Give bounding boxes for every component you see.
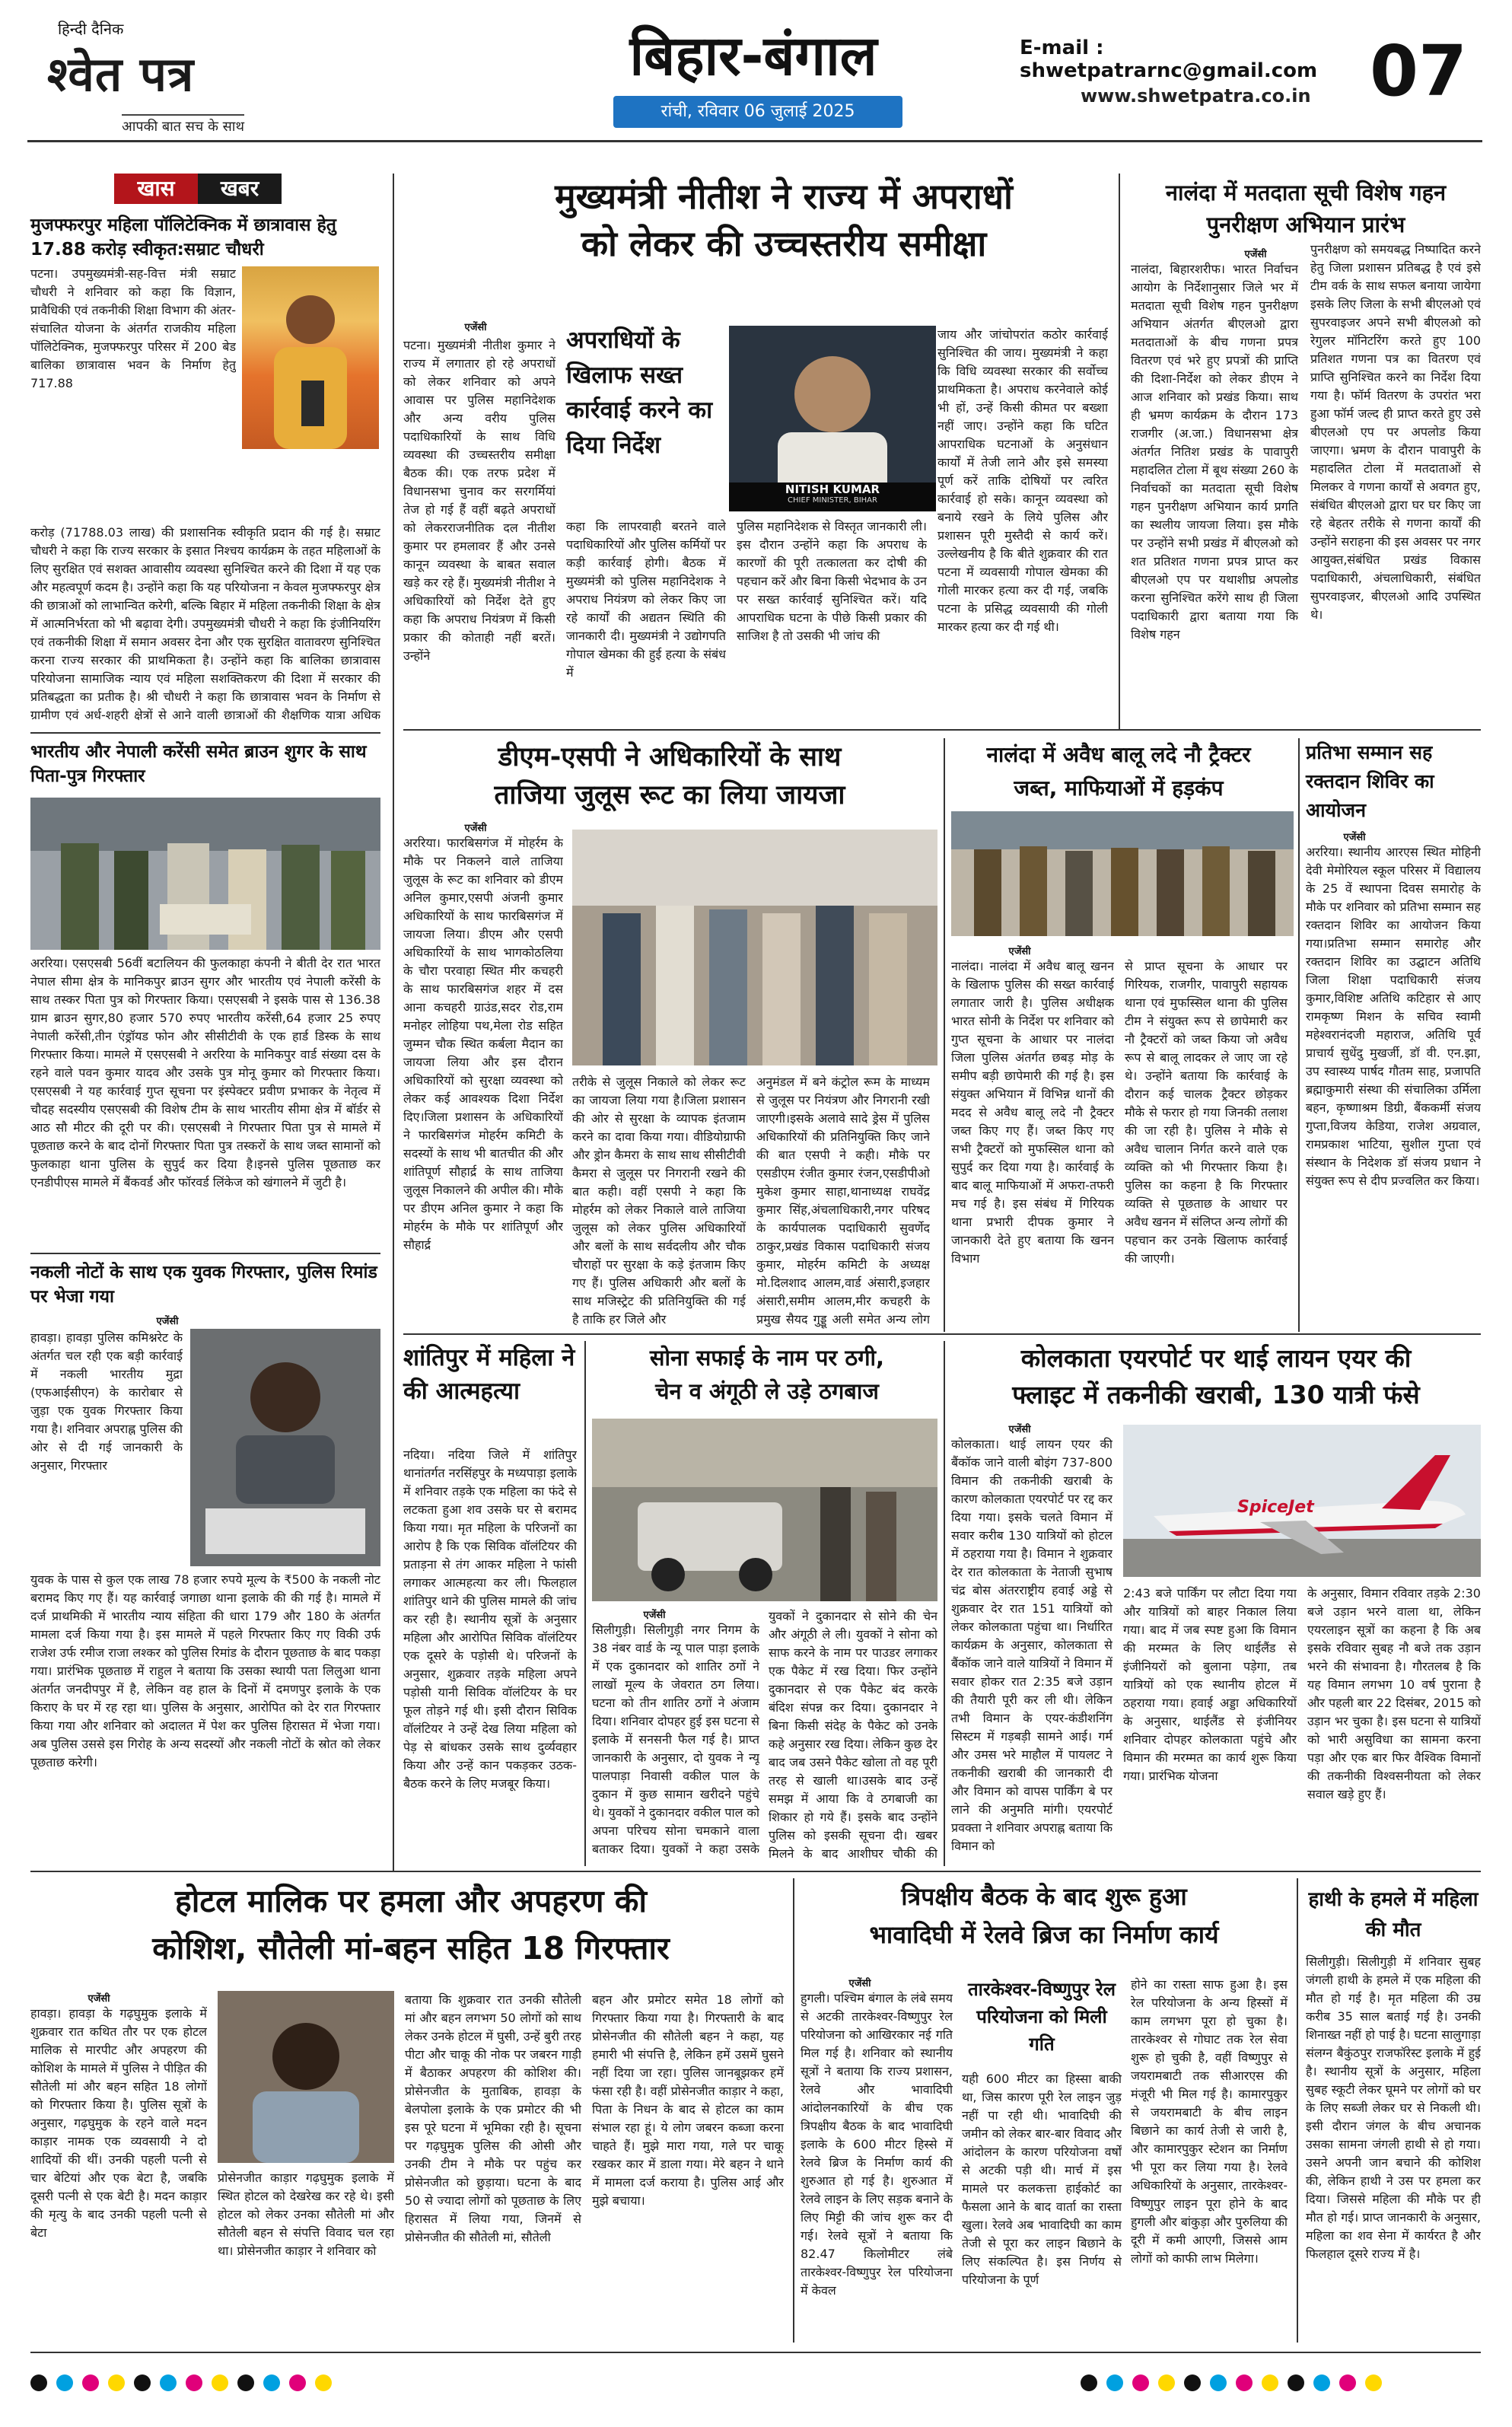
section-title [578,23,928,91]
dm-right-rule [944,738,945,1332]
hathi-left-rule [1297,1878,1298,2343]
nalanda2-headline-1: नालंदा में अवैध बालू लदे नौ ट्रैक्टर [986,742,1251,767]
nalanda1-col2: पुनरीक्षण को समयबद्ध निष्पादित करने हेतु जिला प्रशासन प्रतिबद्ध है एवं इसे टीम वर्क के साथ सफल बनाया जायेगा इसके लिए जिला के सभी बीएलओ एवं सुपरवाइजर अपने सभी बीएलओ को रेगुलर मॉनिटरिंग करते हुए 100 प्रतिशत गणना पत्र का वितरण एवं प्राप्ति सुनिश्चित करने का निर्देश दिया गया है। फॉर्म वितरण के उपरांत भरा हुआ फॉर्म जल्द ही प्राप्त करते हुए उसे बीएलओ एप पर अपलोड किया जाएगा। भ्रमण के दौरान पावापुरी के महादलित टोला में मतदाताओं से मिलकर वे गणना कार्यों से अवगत हुए, संबंधित बीएलओ द्वारा घर घर किए जा रहे बेहतर तरीके से गणना कार्यों की उन्होंने सराहना की इस अवसर पर नगर आयुक्त,संबंधित प्रखंड विकास पदाधिकारी, अंचलाधिकारी, संबंधित सुपरवाइजर, बीएलओ आदि उपस्थित थे। [1310,242,1481,622]
sona-col1: सिलीगुड़ी। सिलीगुड़ी नगर निगम के 38 नंबर वार्ड के न्यू पाल पाड़ा इलाके में एक दुकानदार को शातिर ठगों ने लाखों मूल्य के जेवरात ठग लिया। घटना को तीन शातिर ठगों ने अंजाम दिया। शनिवार दोपहर हुई इस घटना से इलाके में सनसनी फैल गई है। प्राप्त जानकारी के अनुसार, दो युवक ने न्यू पालपाड़ा निवासी वकील पाल के दुकान में कुछ सामान खरीदने पहुंचे थे। युवकों ने दुकानदार वकील पाल को अपना परिचय सोना चमकाने वाला बताकर दिया। युवकों ने कहा उसके [592,1623,759,1856]
color-register-left [30,2374,457,2397]
website[interactable]: www.shwetpatra.co.in [1081,85,1311,107]
a2-photo [30,798,380,950]
kolkata-headline-1: कोलकाता एयरपोर्ट पर थाई लायन एयर की [1020,1343,1412,1373]
dm-headline-2: ताजिया जुलूस रूट का लिया जायजा [494,780,845,811]
lead-col2: कहा कि लापरवाही बरतने वाले पदाधिकारियों और पुलिस कर्मियों पर कड़ी कार्रवाई होगी। बैठक में मुख्यमंत्री को पुलिस महानिदेशक ने अपराध नियंत्रण को लेकर किए जा रहे कार्यों की अद्यतन स्थिति की जानकारी दी। मुख्यमंत्री ने उद्योगपति गोपाल खेमका की हुई हत्या के संबंध में [566,519,726,680]
kaas-badge-left: खास [114,174,198,204]
hotel-rule [793,1878,794,2343]
color-register-right [1081,2374,1491,2397]
tripaksh-agency: एजेंसी [848,1978,871,1989]
plane-brand: SpiceJet [1237,1498,1314,1517]
a3-body: युवक के पास से कुल एक लाख 78 हजार रुपये मूल्य के ₹500 के नकली नोट बरामद किए गए हैं। यह कार्रवाई जगाछा थाना इलाके की की गई है। मामले में दर्ज प्राथमिकी में भारतीय न्याय संहिता की धारा 179 और 180 के अंतर्गत मामला दर्ज किया गया है। इस मामले में पहले गिरफ्तार किए गए विकी उर्फ राजेश उर्फ रमीज राजा लश्कर को पुलिस रिमांड के दौरान पूछताछ के बाद पकड़ा गया। प्रारंभिक पूछताछ में राहुल ने बताया कि उसका स्थायी पता लिलुआ थाना अंतर्गत जनदीपपुर में है, लेकिन वह हाल के दिनों में दमणपुर इलाके के एक किराए के घर में रह रहा था। पुलिस के अनुसार, आरोपित को देर रात गिरफ्तार किया गया और शनिवार को अदालत में पेश कर पुलिस हिरासत में भेजा गया। अब पुलिस उससे इस गिरोह के अन्य सदस्यों और नकली नोटों के स्रोत को लेकर पूछताछ करेगी। [30,1572,380,1769]
nalanda1-agency: एजेंसी [1244,249,1267,260]
tripaksh-col2: यही 600 मीटर का हिस्सा बाकी था, जिस कारण पूरी रेल लाइन जुड़ नहीं पा रही थी। भावादिघी की जमीन को लेकर बार-बार विवाद और आंदोलन के कारण परियोजना वर्षों से अटकी पड़ी थी। मार्च में इस मामले पर कलकत्ता हाईकोर्ट का फैसला आने के बाद वार्ता का रास्ता खुला। रेलवे अब भावादिघी का काम तेजी से पूरा कर लाइन बिछाने के लिए संकल्पित है। इस निर्णय से परियोजना के पूर्ण [962,2072,1122,2287]
pratibha-left-rule [1298,738,1300,1332]
hathi-headline: हाथी के हमले में महिला की मौत [1308,1888,1479,1941]
dm-col3: अनुमंडल में बने कंट्रोल रूम के माध्यम से जुलूस पर नियंत्रण और निगरानी रखी जाएगी।इसके अलावे सादे ड्रेस में पुलिस अधिकारियों की प्रतिनियुक्ति किए जाने की बात एसपी ने कही। मौके पर एसडीएम रंजीत कुमार रंजन,एसडीपीओ मुकेश कुमार साहा,थानाध्यक्ष राघवेंद्र कुमार सिंह,अंचलाधिकारी,नगर परिषद के कार्यपालक पदाधिकारी सुवर्णेद ठाकुर,प्रखंड विकास पदाधिकारी संजय कुमार, मोहर्रम कमिटी के अध्यक्ष मो.दिलशाद आलम,वार्ड अंसारी,इजहार अंसारी,समीम आलम,मीर कचहरी के प्रमुख सैयद गुड्डू अली समेत अन्य लोग [756,1075,930,1327]
sona-rule [944,1341,945,1866]
pratibha-body: अररिया। स्थानीय आरएस स्थित मोहिनी देवी मेमोरियल स्कूल परिसर में विद्यालय के 25 वें स्थापना दिवस समारोह के मौके पर शनिवार को प्रतिभा सम्मान सह रक्तदान शिविर का आयोजन किया गया।प्रतिभा सम्मान समारोह और रक्तदान शिविर का उद्घाटन अतिथि जिला शिक्षा पदाधिकारी संजय कुमार,विशिष्ट अतिथि कटिहार से आए रामकृष्ण मिशन के सचिव स्वामी महेश्वरानंदजी महाराज, अतिथि पूर्व प्राचार्य सुधेंदु मुखर्जी, डॉ वी. एन.झा, उप स्वास्थ्य पार्षद गौतम साह, प्रजापति ब्रह्माकुमारी संस्था की संचालिका उर्मिला बहन, कृष्णाश्रम डिग्री, बैंककर्मी संजय गुप्ता,विजय केडिया, राजेश अग्रवाल, रामप्रकाश भाटिया, सुशील गुप्ता एवं संस्थान के निदेशक डॉ संजय प्रधान ने संयुक्त रूप से दीप प्रज्वलित कर किया। [1306,845,1481,1188]
lead-col1: पटना। मुख्यमंत्री नीतीश कुमार ने राज्य में लगातार हो रहे अपराधों को लेकर शनिवार को अपने आवास पर पुलिस महानिदेशक और अन्य वरीय पुलिस पदाधिकारियों के साथ विधि व्यवस्था की उच्चस्तरीय समीक्षा बैठक की। एक तरफ प्रदेश में विधानसभा चुनाव कर सरगर्मियां तेज हो गई हैं वहीं बढ़ते अपराधों को लेकरराजनीतिक दल नीतीश कुमार पर हमलावर हैं और उनसे कानून व्यवस्था के बाबत सवाल खड़े कर रहे हैं। मुख्यमंत्री नीतीश ने अधिकारियों को निर्देश देते हुए कहा कि अपराध नियंत्रण में किसी प्रकार की कोताही नहीं बरतें। उन्होंने [403,338,555,663]
sona-headline-1: सोना सफाई के नाम पर ठगी, [649,1345,885,1371]
hotel-col4: बहन और प्रमोटर समेत 18 लोगों को गिरफ्तार किया गया है। गिरफ्तारी के बाद प्रोसेनजीत की सौतेली बहन ने कहा, यह हमारी भी संपत्ति है, लेकिन हमें उसमें घुसने नहीं दिया जा रहा। पुलिस जानबूझकर हमें फंसा रही है। वहीं प्रोसेनजीत काड़ार ने कहा, पिता के निधन के बाद से होटल का काम संभाल रहा हूं। ये लोग जबरन कब्जा करना चाहते हैं। मुझे मारा गया, गले पर चाकू रखकर कार में डाला गया। मेरे बहन ने थाने में मामला दर्ज कराया है। पुलिस आई और मुझे बचाया। [592,1992,784,2208]
row4-rule [30,1871,1481,1872]
lead-col3: पुलिस महानिदेशक से विस्तृत जानकारी ली। इस दौरान उन्होंने कहा कि अपराध के कारणों की पूरी तत्कालता कर दोषी की पहचान करें और बिना किसी भेदभाव के उन पर सख्त कार्रवाई सुनिश्चित करें। यदि आपराधिक घटना के पीछे किसी प्रकार की साजिश है तो उसकी भी जांच की [737,519,927,643]
tagline: आपकी बात सच के साथ [122,114,244,135]
section-label: बिहार-बंगाल [629,24,877,88]
hotel-photo [218,1991,394,2163]
lead-photo-name: NITISH KUMAR [785,483,880,496]
lead-headline-1: मुख्यमंत्री नीतीश ने राज्य में अपराधों [555,176,1013,217]
hathi-body: सिलीगुड़ी। सिलीगुड़ी में शनिवार सुबह जंगली हाथी के हमले में एक महिला की मौत हो गई है। मृत महिला की उम्र करीब 35 साल बताई गई है। उनकी शिनाख्त नहीं हो पाई है। घटना सालुगाड़ा संलग्न बैकुंठपुर राजफॉरेस्ट इलाके में हुई है। स्थानीय सूत्रों के अनुसार, महिला सुबह स्कूटी लेकर घूमने पर लोगों को घर के लिए सब्जी लेकर घर से निकली थी। इसी दौरान जंगल के बीच अचानक उसका सामना जंगली हाथी से हो गया। उसने अपनी जान बचाने की कोशिश की, लेकिन हाथी ने उस पर हमला कर दिया। जिससे महिला की मौके पर ही मौत हो गई। प्राप्त जानकारी के अनुसार, महिला का शव सेना में कार्यरत है और फिलहाल दूसरे राज्य में है। [1306,1954,1481,2261]
shantipur-body: नदिया। नदिया जिले में शांतिपुर थानांतर्गत नरसिंहपुर के मध्यपाड़ा इलाके में शनिवार तड़के एक महिला का फंदे से लटकता हुआ शव उसके घर से बरामद किया गया। मृत महिला के परिजनों का आरोप है कि एक सिविक वॉलंटियर की प्रताड़ना से तंग आकर महिला ने फांसी लगाकर आत्महत्या कर ली। फिलहाल शांतिपुर थाने की पुलिस मामले की जांच कर रही है। स्थानीय सूत्रों के अनुसार महिला और आरोपित सिविक वॉलंटियर एक दूसरे के पड़ोसी थे। परिजनों के अनुसार, शुक्रवार तड़के महिला अपने पड़ोसी यानी सिविक वॉलंटियर के घर फूल तोड़ने गई थी। इसी दौरान सिविक वॉलंटियर ने उन्हें देख लिया महिला को पेड़ से बांधकर उसके साथ दुर्व्यवहार किया और उन्हें कान पकड़कर उठक-बैठक करने के लिए मजबूर किया। [403,1448,577,1791]
a1-rule [30,732,380,734]
hotel-headline-1: होटल मालिक पर हमला और अपहरण की [175,1883,647,1919]
hotel-agency: एजेंसी [88,1993,110,2005]
kolkata-col3: के अनुसार, विमान रविवार तड़के 2:30 बजे उड़ान भरने वाला था, लेकिन एयरलाइन सूत्रों का कहना है कि अब इसके रविवार सुबह नौ बजे तक उड़ान भरने की संभावना है। गौरतलब है कि यह विमान लगभग 10 वर्ष पुराना है और पहली बार 22 दिसंबर, 2015 को उड़ान भर चुका है। इस घटना से यात्रियों को भारी असुविधा का सामना करना पड़ा और एक बार फिर वैश्विक विमानों की तकनीकी विश्वसनीयता को लेकर सवाल खड़े हुए हैं। [1307,1586,1481,1801]
kaas-badge-right: खबर [198,174,282,204]
shantipur-rule [584,1341,586,1866]
lead-col4: जाय और जांचोपरांत कठोर कार्रवाई सुनिश्चित की जाय। मुख्यमंत्री ने कहा कि विधि व्यवस्था सरकार की सर्वोच्च प्राथमिकता है। अपराध करनेवाले कोई भी हों, उन्हें किसी कीमत पर बख्शा नहीं जाए। उन्होंने कहा कि घटित आपराधिक घटनाओं के अनुसंधान कार्यों में तेजी लाने और इसे समस्या पूर्ण करें ताकि दोषियों पर त्वरित कार्रवाई हो सके। कानून व्यवस्था को बनाये रखने के लिये पुलिस और प्रशासन पूरी मुस्तैदी से कार्य करें। उल्लेखनीय है कि बीते शुक्रवार की रात पटना में व्यवसायी गोपाल खेमका की गोली मारकर हत्या कर दी गई, जबकि पटना के प्रसिद्ध व्यवसायी की गोली मारकर हत्या कर दी गई थी। [937,327,1108,634]
a2-rule [30,1253,380,1254]
a2-headline: भारतीय और नेपाली करेंसी समेत ब्राउन शुगर के साथ पिता-पुत्र गिरफ्तार [30,742,367,786]
kolkata-agency: एजेंसी [1008,1424,1031,1435]
nalanda2-photo [951,811,1294,936]
lead-photo [729,326,936,511]
logo: श्वेत पत्र [47,46,195,102]
sona-photo [592,1419,937,1601]
nalanda1-headline: नालंदा में मतदाता सूची विशेष गहन पुनरीक्षण अभियान प्रारंभ [1165,180,1447,237]
hotel-headline-2: कोशिश, सौतेली मां-बहन सहित 18 गिरफ्तार [152,1930,670,1967]
pratibha-headline: प्रतिभा सम्मान सह रक्तदान शिविर का आयोजन [1306,741,1434,821]
masthead-logo-block [30,18,320,135]
tripaksh-headline-1: त्रिपक्षीय बैठक के बाद शुरू हुआ [901,1882,1187,1911]
a1-headline: मुजफ्फरपुर महिला पॉलिटेक्निक में छात्रावास हेतु 17.88 करोड़ स्वीकृत:सम्राट चौधरी [30,215,336,260]
footer-rule [30,2352,1481,2353]
left-col-rule [393,174,394,1871]
sona-agency: एजेंसी [643,1610,666,1621]
small-tag: हिन्दी दैनिक [58,20,124,38]
tripaksh-col1: हुगली। पश्चिम बंगाल के लंबे समय से अटकी तारकेश्वर-विष्णुपुर रेल परियोजना को आखिरकार नई गति मिल गई है। शनिवार को स्थानीय सूत्रों ने बताया कि राज्य प्रशासन, रेलवे और भावादिघी आंदोलनकारियों के बीच एक त्रिपक्षीय बैठक के बाद भावादिघी इलाके के 600 मीटर हिस्से में रेलवे ब्रिज के निर्माण कार्य की शुरुआत हो गई है। शुरुआत में रेलवे लाइन के लिए सड़क बनाने के लिए मिट्टी की जांच शुरू कर दी गई। रेलवे सूत्रों ने बताया कि 82.47 किलोमीटर लंबे तारकेश्वर-विष्णुपुर रेल परियोजना में केवल [801,1991,953,2298]
a3-photo [190,1329,380,1566]
tripaksh-subheadline: तारकेश्वर-विष्णुपुर रेल परियोजना को मिली गति [968,1979,1116,2055]
right-col-rule-top [1119,174,1120,729]
lead-agency: एजेंसी [464,322,487,333]
hotel-col1: हावड़ा। हावड़ा के गढ़घुमुक इलाके में शुक्रवार रात कथित तौर पर एक होटल मालिक से मारपीट और अपहरण की कोशिश के मामले में पुलिस ने पीड़ित की सौतेली मां और बहन सहित 18 लोगों को गिरफ्तार किया है। पुलिस सूत्रों के अनुसार, गढ़घुमुक के रहने वाले मदन काड़ार नामक एक व्यवसायी ने दो शादियों की थीं। उनकी पहली पत्नी से चार बेटियां और एक बेटा है, जबकि दूसरी पत्नी से एक बेटी है। मदन काड़ार की मृत्यु के बाद उनकी पहली पत्नी से बेटा [30,2006,207,2240]
a1-body: करोड़ (71788.03 लाख) की प्रशासनिक स्वीकृति प्रदान की गई है। सम्राट चौधरी ने कहा कि राज्य सरकार के इसात निश्चय कार्यक्रम के तहत महिलाओं के लिए सुरक्षित एवं सशक्त आवासीय व्यवस्था सुनिश्चित करने की दिशा में यह एक और महत्वपूर्ण कदम है। उन्होंने कहा कि यह परियोजना न केवल मुजफ्फरपुर क्षेत्र की छात्राओं को लाभान्वित करेगी, बल्कि बिहार में महिला तकनीकी शिक्षा के क्षेत्र में आत्मनिर्भरता को भी बढ़ावा देगी। उपमुख्यमंत्री चौधरी ने कहा कि इंजीनियरिंग एवं तकनीकी शिक्षा में समान अवसर देना और एक सुरक्षित वातावरण सुनिश्चित करना राज्य सरकार की प्राथमिकता है। उन्होंने कहा कि बालिका छात्रावास परियोजना सामाजिक न्याय एवं महिला सशक्तिकरण की दिशा में सरकार की प्रतिबद्धता का प्रतीक है। श्री चौधरी ने कहा कि छात्रावास भवन के निर्माण से ग्रामीण एवं अर्ध-शहरी क्षेत्रों से आने वाली छात्राओं की शैक्षणिक यात्रा अधिक [30,525,380,722]
dm-col1: अररिया। फारबिसगंज में मोहर्रम के मौके पर निकलने वाले ताजिया जुलूस के रूट का शनिवार को डीएम अनिल कुमार,एसपी अंजनी कुमार अधिकारियों के साथ फारबिसगंज में जायजा लिया। डीएम और एसपी अधिकारियों के साथ भागकोठलिया के चौरा परवाहा स्थित मीर कचहरी के साथ फारबिसगंज शहर में दस आना कचहरी ग्राउंड,सदर रोड,राम मनोहर लोहिया पथ,मेला रोड सहित जुम्मन चौक स्थित कर्बला मैदान का जायजा लिया और इस दौरान अधिकारियों को सुरक्षा व्यवस्था को लेकर कई आवश्यक दिशा निर्देश दिए।जिला प्रशासन के अधिकारियों ने फारबिसगंज मोहर्रम कमिटी के सदस्यों के साथ भी बातचीत की और शांतिपूर्ण सौहार्द्र के साथ ताजिया जुलूस निकालने की अपील की। मौके पर डीएम अनिल कुमार ने कहा कि मोहर्रम के मौके पर शांतिपूर्ण और सौहार्द्र [403,836,563,1252]
nalanda2-headline-2: जब्त, माफियाओं में हड़कंप [1014,776,1224,801]
lead-subheadline: अपराधियों के खिलाफ सख्त कार्रवाई करने का दिया निर्देश [566,326,713,459]
tripaksh-col3: होने का रास्ता साफ हुआ है। इस रेल परियोजना के अन्य हिस्सों में काम लगभग पूरा हो चुका है। तारकेश्वर से गोघाट तक रेल सेवा शुरू हो चुकी है, वहीं विष्णुपुर से जयरामबाटी तक सीआरएस की मंजूरी भी मिल गई है। कामारपुकुर से जयरामबाटी के बीच लाइन बिछाने का कार्य तेजी से जारी है, और कामारपुकुर स्टेशन का निर्माण भी पूरा कर लिया गया है। रेलवे अधिकारियों के अनुसार, तारकेश्वर-विष्णुपुर लाइन पूरा होने के बाद हुगली और बांकुड़ा और पुरुलिया की दूरी में कमी आएगी, जिससे आम लोगों को काफी लाभ मिलेगा। [1131,1977,1288,2266]
dateline: रांची, रविवार 06 जुलाई 2025 [613,96,902,128]
a3-agency: एजेंसी [156,1316,179,1327]
dm-headline-1: डीएम-एसपी ने अधिकारियों के साथ [498,742,842,772]
page-number: 07 [1370,30,1468,112]
hotel-col3: बताया कि शुक्रवार रात उनकी सौतेली मां और बहन लगभग 50 लोगों को साथ लेकर उनके होटल में घुसी, उन्हें बुरी तरह पीटा और चाकू की नोक पर जबरन गाड़ी में बैठाकर अपहरण की कोशिश की। प्रोसेनजीत के मुताबिक, हावड़ा के बेलपोला इलाके के एक प्रमोटर की भी इस पूरे घटना में भूमिका रही है। सूचना पर गढ़घुमुक पुलिस की ओसी और उनकी टीम ने मौके पर पहुंच कर प्रोसेनजीत को छुड़ाया। घटना के बाद 50 से ज्यादा लोगों को पूछताछ के लिए हिरासत में लिया गया, जिनमें से प्रोसेनजीत की सौतेली मां, सौतेली [405,1992,581,2244]
email[interactable]: E-mail : shwetpatrarnc@gmail.com [1020,37,1318,82]
row2-rule [403,729,1481,731]
hotel-col2: प्रोसेनजीत काड़ार गढ़घुमुक इलाके में स्थित होटल को देखरेख कर रहे थे। इसी होटल को लेकर उनका सौतेली मां और सौतेली बहन से संपत्ति विवाद चल रहा था। प्रोसेनजीत काड़ार ने शनिवार को [218,2171,394,2258]
kolkata-col2: 2:43 बजे पार्किंग पर लौटा दिया गया और यात्रियों को बाहर निकाल लिया गया। बाद में जब स्पष्ट हुआ कि विमान की मरम्मत के लिए थाईलैंड से इंजीनियरों को बुलाना पड़ेगा, तब यात्रियों को एक स्थानीय होटल में ठहराया गया। हवाई अड्डा अधिकारियों के अनुसार, थाईलैंड से इंजीनियर शनिवार दोपहर कोलकाता पहुंचे और विमान की मरम्मत का कार्य शुरू किया गया। प्रारंभिक योजना [1123,1586,1297,1783]
a1-photo [242,266,379,449]
tripaksh-headline-2: भावादिघी में रेलवे ब्रिज का निर्माण कार्य [869,1920,1219,1949]
kolkata-headline-2: फ्लाइट में तकनीकी खराबी, 130 यात्री फंसे [1012,1380,1420,1409]
row3-rule [403,1333,1481,1335]
kolkata-photo [1123,1425,1481,1577]
dm-col2: तरीके से जुलूस निकाले को लेकर रूट का जायजा लिया गया है।जिला प्रशासन की ओर से सुरक्षा के व्यापक इंतजाम करने का दावा किया गया। वीडियोग्राफी और ड्रोन कैमरा के साथ साथ सीसीटीवी कैमरा से जुलूस पर निगरानी रखने की बात कही। वहीं एसपी ने कहा कि मोहर्रम को लेकर निकाले वाले ताजिया जुलूस को लेकर पुलिस अधिकारियों और बलों के साथ सर्वदलीय और चौक चौराहों पर सुरक्षा के कड़े इंतजाम किए गए हैं। पुलिस अधिकारी और बलों के साथ मजिस्ट्रेट की प्रतिनियुक्ति की गई है ताकि हर जिले और [572,1075,746,1327]
a1-lead: पटना। उपमुख्यमंत्री-सह-वित्त मंत्री सम्राट चौधरी ने शनिवार को कहा कि विज्ञान, प्रावैधिकी एवं तकनीकी शिक्षा विभाग की अंतर-संचालित योजना के अंतर्गत राजकीय महिला पॉलिटेक्निक, मुजफ्फरपुर परिसर में 200 बेड बालिका छात्रावास भवन के निर्माण हेतु 717.88 [30,266,236,390]
pratibha-agency: एजेंसी [1343,832,1366,843]
a2-body: अररिया। एसएसबी 56वीं बटालियन की फुलकाहा कंपनी ने बीती देर रात भारत नेपाल सीमा क्षेत्र के मानिकपुर ब्राउन सुगर और भारतीय एवं नेपाली करेंसी के साथ तस्कर पिता पुत्र को गिरफ्तार किया। एसएसबी ने इसके पास से 136.38 ग्राम ब्राउन सुगर,80 हजार 570 रुपए भारतीय करेंसी,64 हजार 25 रुपए नेपाली करेंसी,तीन एंड्रॉयड फोन और सीसीटीवी के एक हार्ड डिस्क के साथ गिरफ्तार किया। मामले में एसएसबी ने अररिया के मानिकपुर वार्ड संख्या दस के रहने वाले पवन कुमार यादव और उसके पुत्र मोनू कुमार को गिरफ्तार किया।एसएसबी ने यह कार्रवाई गुप्त सूचना पर इंस्पेक्टर प्रवीण प्रभाकर के नेतृत्व में चौदह सदस्यीय एसएसबी की विशेष टीम के साथ भारतीय सीमा क्षेत्र में बॉर्डर से आठ सौ मीटर की दूरी पर की। एसएसबी ने गिरफ्तार पिता पुत्र से मामले में पूछताछ करने के बाद दोनों गिरफ्तार पिता पुत्र तस्करों के साथ जब्त सामानों को फुलकाहा थाना पुलिस के सुपुर्द कर दिया है।इनसे पुलिस पूछताछ कर एनडीपीएस मामले में बैंकवर्ड और फॉरवर्ड लिंकेज को खंगालने में जुटी है। [30,956,380,1190]
dm-photo [572,830,937,1065]
masthead-rule [27,140,1482,142]
nalanda2-col1: नालंदा। नालंदा में अवैध बालू खनन के खिलाफ पुलिस की सख्त कार्रवाई लगातार जारी है। पुलिस अधीक्षक भारत सोनी के निर्देश पर शनिवार को गुप्त सूचना के आधार पर नालंदा जिला पुलिस अंतर्गत छबड़ मोड़ के समीप बड़ी छापेमारी की गई है। इस संयुक्त अभियान में विभिन्न थानों की मदद से अवैध बालू लदे नौ ट्रैक्टर जब्त किए गए हैं। जब्त किए गए सभी ट्रैक्टरों को मुफस्सिल थाना को सुपुर्द कर दिया गया है। कार्रवाई के बाद बालू माफियाओं में अफरा-तफरी मच गई है। इस संबंध में गिरियक थाना प्रभारी दीपक कुमार ने जानकारी देते हुए बताया कि खनन विभाग [951,959,1114,1266]
a3-headline: नकली नोटों के साथ एक युवक गिरफ्तार, पुलिस रिमांड पर भेजा गया [30,1263,377,1307]
dm-agency: एजेंसी [464,823,487,834]
shantipur-headline: शांतिपुर में महिला ने की आत्महत्या [403,1344,575,1405]
lead-photo-caption: CHIEF MINISTER, BIHAR [788,496,877,505]
a3-lead: हावड़ा। हावड़ा पुलिस कमिश्नरेट के अंतर्गत चल रही एक बड़ी कार्रवाई में नकली भारतीय मुद्रा (एफआईसीएन) के कारोबार से जुड़ा एक युवक गिरफ्तार किया गया है। शनिवार अपराह्न पुलिस की ओर से दी गई जानकारी के अनुसार, गिरफ्तार [30,1330,183,1473]
nalanda2-col2: से प्राप्त सूचना के आधार पर गिरियक, राजगीर, पावापुरी सहायक थाना एवं मुफस्सिल थाना की पुलिस टीम ने संयुक्त रूप से छापेमारी कर नौ ट्रैक्टरों को जब्त किया जो अवैध रूप से बालू लादकर ले जाए जा रहे थे। उन्होंने बताया कि कार्रवाई के दौरान कई चालक ट्रैक्टर छोड़कर मौके से फरार हो गया जिनकी तलाश की जा रही है। पुलिस ने मौके से अवैध चालान निर्गत करने वाले एक व्यक्ति को भी गिरफ्तार किया है। पुलिस का कहना है कि गिरफ्तार व्यक्ति से पूछताछ के आधार पर अवैध खनन में संलिप्त अन्य लोगों की पहचान कर उनके खिलाफ कार्रवाई की जाएगी। [1125,959,1288,1266]
kolkata-col1: कोलकाता। थाई लायन एयर की बैंकॉक जाने वाली बोइंग 737-800 विमान की तकनीकी खराबी के कारण कोलकाता एयरपोर्ट पर रद्द कर दिया गया। इसके चलते विमान में सवार करीब 130 यात्रियों को होटल में ठहराया गया है। विमान ने शुक्रवार देर रात कोलकाता के नेताजी सुभाष चंद्र बोस अंतरराष्ट्रीय हवाई अड्डे से शुक्रवार देर रात 151 यात्रियों को लेकर कोलकाता पहुंचा था। निर्धारित कार्यक्रम के अनुसार, कोलकाता से बैंकॉक जाने वाले यात्रियों ने विमान में सवार होकर रात 2:35 बजे उड़ान की तैयारी पूरी कर ली थी। लेकिन तभी विमान के एयर-कंडीशनिंग सिस्टम में गड़बड़ी सामने आई। गर्म और उमस भरे माहौल में पायलट ने तकनीकी खराबी की जानकारी दी और विमान को वापस पार्किंग बे पर लाने की अनुमति मांगी। एयरपोर्ट प्रवक्ता ने शनिवार अपराह्न बताया कि विमान को [951,1437,1113,1853]
sona-headline-2: चेन व अंगूठी ले उड़े ठगबाज [655,1378,879,1404]
lead-headline-2: को लेकर की उच्चस्तरीय समीक्षा [581,223,987,264]
sona-col2: युवकों ने दुकानदार से सोने की चेन और अंगूठी ले ली। युवकों ने सोना को साफ करने के नाम पर पाउडर लगाकर एक पैकेट में रख दिया। फिर उन्होंने दुकानदार से एक पैकेट बंद करके बंदिश संपन्न कर दिया। दुकानदार ने बिना किसी संदेह के पैकेट को उनके कहे अनुसार रख दिया। लेकिन कुछ देर बाद जब उसने पैकेट खोला तो वह पूरी तरह से खाली था।उसके बाद उन्हें समझ में आया कि वे ठगबाजी का शिकार हो गये हैं। इसके बाद उन्होंने पुलिस को इसकी सूचना दी। खबर मिलने के बाद आशीघर चौकी की [769,1609,937,1861]
nalanda1-col1: नालंदा, बिहारशरीफ। भारत निर्वाचन आयोग के निर्देशानुसार जिले भर में मतदाता सूची विशेष गहन पुनरीक्षण अभियान अंतर्गत बीएलओ द्वारा मतदाताओं के बीच गणना प्रपत्र वितरण एवं भरे हुए प्रपत्रों की प्राप्ति की दिशा-निर्देश को लेकर डीएम ने आज शनिवार को प्रखंड किया। साथ ही भ्रमण कार्यक्रम के दौरान 173 राजगीर (अ.जा.) विधानसभा क्षेत्र अंतर्गत नितिश प्रखंड के पावापुरी महादलित टोला में बूथ संख्या 260 के निर्वाचकों का मतदाता सूची विशेष गहन पुनरीक्षण अभियान कार्य प्रगति का स्थलीय जायजा लिया। इस मौके पर उन्होंने सभी प्रखंड में बीएलओ को शत प्रतिशत गणना प्रपत्र प्राप्त कर बीएलओ एप पर यथाशीघ्र अपलोड करना सुनिश्चित करेंगे साथ ही जिला पदाधिकारी द्वारा बताया गया कि विशेष गहन [1131,262,1298,642]
nalanda2-agency: एजेंसी [1008,946,1031,957]
